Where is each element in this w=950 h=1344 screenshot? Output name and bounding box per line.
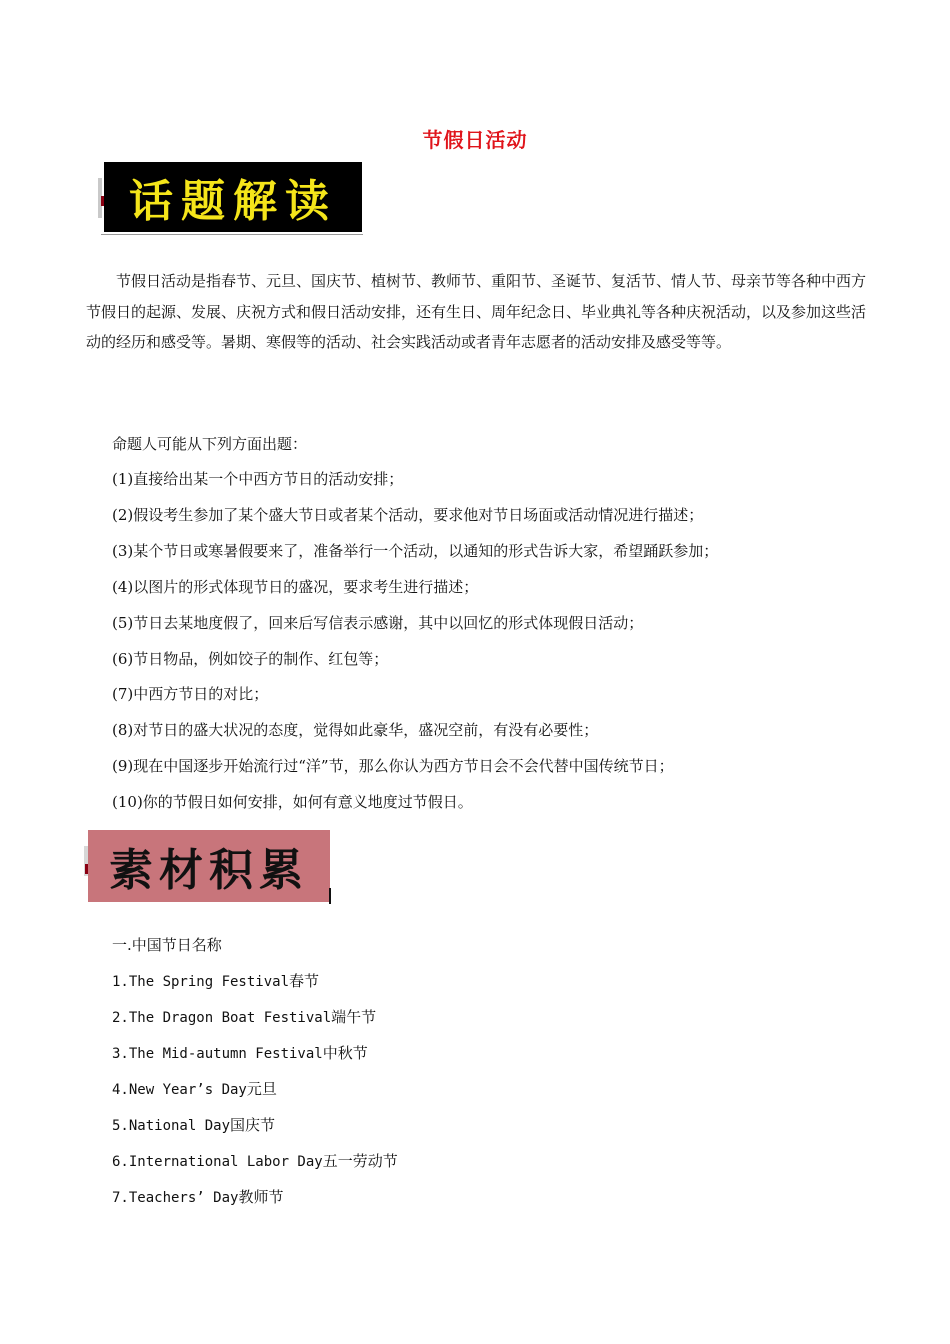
banner-decoration bbox=[329, 888, 331, 904]
question-item: (7)中西方节日的对比； bbox=[112, 685, 269, 703]
festival-english: 6.International Labor Day bbox=[112, 1154, 323, 1170]
question-intro: 命题人可能从下列方面出题： bbox=[112, 435, 308, 453]
festival-item bbox=[112, 1186, 283, 1207]
festival-chinese: 教师节 bbox=[238, 1188, 284, 1206]
section-heading: 一.中国节日名称 bbox=[112, 936, 222, 954]
page-title: 节假日活动 bbox=[422, 128, 528, 152]
festival-item bbox=[112, 1006, 376, 1027]
festival-english: 5.National Day bbox=[112, 1118, 231, 1134]
festival-item bbox=[112, 970, 319, 991]
question-item: (8)对节日的盛大状况的态度，觉得如此豪华，盛况空前，有没有必要性； bbox=[112, 721, 599, 739]
topic-banner: 话题解读 bbox=[104, 162, 362, 232]
festival-item bbox=[112, 1150, 398, 1171]
material-banner: 素材积累 bbox=[88, 830, 330, 902]
festival-english: 7.Teachers’ Day bbox=[112, 1190, 239, 1206]
festival-chinese: 端午节 bbox=[331, 1008, 377, 1026]
question-item: (4)以图片的形式体现节日的盛况，要求考生进行描述； bbox=[112, 578, 479, 596]
festival-chinese: 中秋节 bbox=[322, 1044, 368, 1062]
banner-underline bbox=[101, 234, 363, 235]
question-item: (10)你的节假日如何安排，如何有意义地度过节假日。 bbox=[112, 793, 473, 811]
festival-english: 1.The Spring Festival bbox=[112, 974, 290, 990]
festival-chinese: 春节 bbox=[289, 972, 320, 990]
question-item: (9)现在中国逐步开始流行过“洋”节，那么你认为西方节日会不会代替中国传统节日； bbox=[112, 757, 674, 775]
festival-chinese: 元旦 bbox=[246, 1080, 277, 1098]
festival-item bbox=[112, 1042, 368, 1063]
question-item: (1)直接给出某一个中西方节日的活动安排； bbox=[112, 470, 404, 488]
festival-english: 3.The Mid-autumn Festival bbox=[112, 1046, 323, 1062]
festival-item bbox=[112, 1114, 275, 1135]
festival-chinese: 国庆节 bbox=[230, 1116, 276, 1134]
question-item: (6)节日物品，例如饺子的制作、红包等； bbox=[112, 650, 389, 668]
festival-item bbox=[112, 1078, 277, 1099]
question-item: (5)节日去某地度假了，回来后写信表示感谢，其中以回忆的形式体现假日活动； bbox=[112, 614, 644, 632]
question-item: (3)某个节日或寒暑假要来了，准备举行一个活动，以通知的形式告诉大家，希望踊跃参加； bbox=[112, 542, 719, 560]
festival-english: 2.The Dragon Boat Festival bbox=[112, 1010, 332, 1026]
intro-paragraph: 节假日活动是指春节、元旦、国庆节、植树节、教师节、重阳节、圣诞节、复活节、情人节、母亲节等各种中西方节假日的起源、发展、庆祝方式和假日活动安排，还有生日、周年纪念日、毕业典礼等各种庆祝活动，以及参加这些活动的经历和感受等。暑期、寒假等的活动、社会实践活动或者青年志愿者的活动安排及感受等等。 bbox=[86, 272, 867, 351]
festival-chinese: 五一劳动节 bbox=[322, 1152, 398, 1170]
festival-english: 4.New Year’s Day bbox=[112, 1082, 247, 1098]
question-item: (2)假设考生参加了某个盛大节日或者某个活动，要求他对节日场面或活动情况进行描述； bbox=[112, 506, 704, 524]
